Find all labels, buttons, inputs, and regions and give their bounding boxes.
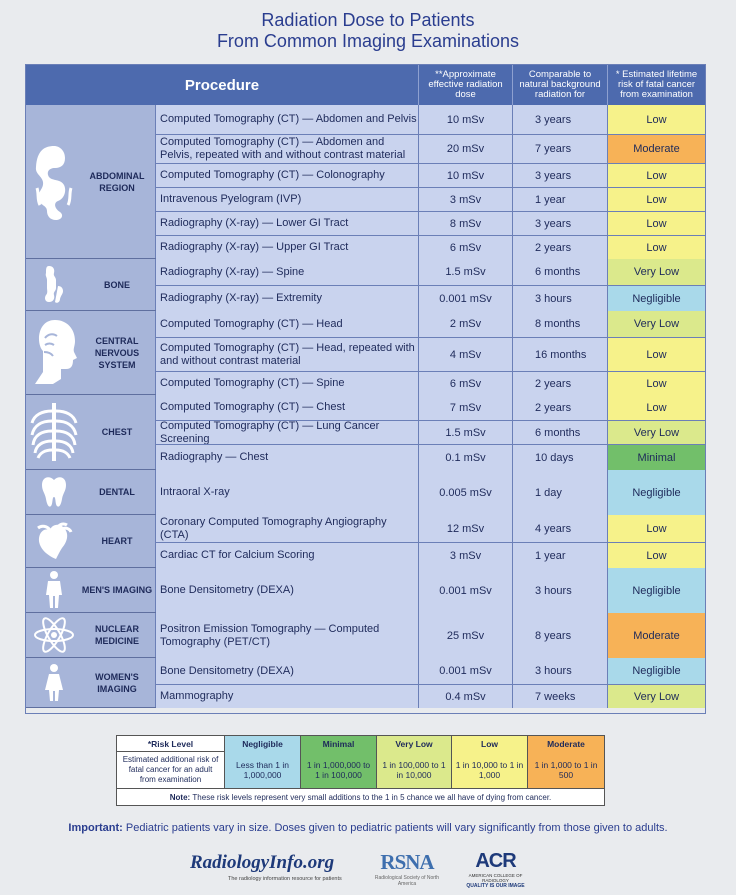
dose-cell: 6 mSv — [419, 372, 513, 395]
procedure-cell: Bone Densitometry (DEXA) — [156, 568, 419, 613]
procedure-cell: Intraoral X-ray — [156, 470, 419, 515]
legend-note-label: Note: — [169, 792, 191, 802]
table-row — [156, 134, 705, 163]
dose-cell: 25 mSv — [419, 613, 513, 658]
table-row — [156, 311, 705, 337]
comparable-cell: 3 hours — [513, 658, 608, 684]
category-cell — [26, 658, 156, 707]
comparable-cell: 3 hours — [513, 286, 608, 311]
procedure-cell: Coronary Computed Tomography Angiography (CTA) — [156, 515, 419, 542]
important-label: Important: — [68, 822, 123, 834]
procedure-cell: Bone Densitometry (DEXA) — [156, 658, 419, 684]
risk-cell: Very Low — [608, 259, 705, 285]
table-row — [156, 613, 705, 658]
table-group — [26, 395, 705, 470]
important-note — [0, 822, 736, 834]
procedure-cell: Cardiac CT for Calcium Scoring — [156, 543, 419, 568]
risk-cell: Very Low — [608, 421, 705, 444]
important-text: Pediatric patients vary in size. Doses given to pediatric patients will vary significantly from those given to adults. — [125, 822, 668, 834]
category-label: WOMEN'S IMAGING — [95, 671, 139, 694]
dose-cell: 0.4 mSv — [419, 685, 513, 708]
category-cell — [26, 470, 156, 514]
legend-note — [117, 789, 604, 805]
table-group — [26, 311, 705, 395]
acr-wordmark: ACR — [475, 850, 516, 872]
comparable-cell: 7 weeks — [513, 685, 608, 708]
category-label: MEN'S IMAGING — [81, 585, 153, 595]
radiologyinfo-logo[interactable] — [190, 852, 342, 882]
risk-cell: Negligible — [608, 658, 705, 684]
header-comparable: Comparable to natural background radiation for — [513, 65, 608, 105]
procedure-cell: Radiography (X-ray) — Spine — [156, 259, 419, 285]
acr-subtitle: AMERICAN COLLEGE OF RADIOLOGY — [468, 873, 523, 883]
procedure-cell: Computed Tomography (CT) — Spine — [156, 372, 419, 395]
procedure-cell: Radiography (X-ray) — Upper GI Tract — [156, 236, 419, 259]
rsna-wordmark: RSNA — [380, 850, 434, 874]
risk-cell: Low — [608, 105, 705, 134]
procedure-cell: Radiography — Chest — [156, 445, 419, 470]
procedure-cell: Computed Tomography (CT) — Head — [156, 311, 419, 337]
table-row — [156, 395, 705, 420]
dose-table — [25, 64, 706, 714]
comparable-cell: 4 years — [513, 515, 608, 542]
category-cell — [26, 311, 156, 394]
category-cell — [26, 105, 156, 258]
comparable-cell: 7 years — [513, 135, 608, 163]
risk-cell: Minimal — [608, 445, 705, 470]
risk-cell: Moderate — [608, 135, 705, 163]
procedure-cell: Radiography (X-ray) — Extremity — [156, 286, 419, 311]
page-title — [0, 10, 736, 52]
procedure-cell: Computed Tomography (CT) — Head, repeated with and without contrast material — [156, 338, 419, 371]
dose-cell: 0.005 mSv — [419, 470, 513, 515]
atom-icon — [30, 613, 78, 657]
dose-cell: 0.001 mSv — [419, 286, 513, 311]
table-group — [26, 515, 705, 568]
comparable-cell: 8 months — [513, 311, 608, 337]
title-line-2: From Common Imaging Examinations — [216, 31, 520, 51]
category-label: BONE — [103, 279, 130, 290]
table-row — [156, 515, 705, 542]
comparable-cell: 2 years — [513, 372, 608, 395]
category-cell — [26, 259, 156, 310]
acr-tagline: QUALITY IS OUR IMAGE — [466, 883, 525, 889]
table-row — [156, 337, 705, 371]
category-cell — [26, 613, 156, 657]
dose-cell: 2 mSv — [419, 311, 513, 337]
risk-cell: Low — [608, 515, 705, 542]
legend-level-negligible: Negligible — [225, 736, 301, 751]
legend-header: *Risk Level — [117, 736, 225, 751]
comparable-cell: 8 years — [513, 613, 608, 658]
comparable-cell: 1 year — [513, 188, 608, 211]
table-row — [156, 684, 705, 708]
risk-legend — [116, 735, 605, 806]
risk-cell: Very Low — [608, 311, 705, 337]
radiologyinfo-wordmark: RadiologyInfo.org — [190, 852, 335, 873]
comparable-cell: 10 days — [513, 445, 608, 470]
header-dose: **Approximate effective radiation dose — [419, 65, 513, 105]
header-procedure: Procedure — [26, 65, 419, 105]
procedure-cell: Mammography — [156, 685, 419, 708]
procedure-cell: Radiography (X-ray) — Lower GI Tract — [156, 212, 419, 235]
comparable-cell: 2 years — [513, 395, 608, 420]
table-group — [26, 658, 705, 708]
legend-value-minimal: 1 in 1,000,000 to 1 in 100,000 — [301, 751, 377, 788]
table-row — [156, 187, 705, 211]
procedure-cell: Computed Tomography (CT) — Chest — [156, 395, 419, 420]
acr-logo[interactable] — [458, 850, 533, 889]
procedure-cell: Computed Tomography (CT) — Abdomen and Pelvis — [156, 105, 419, 134]
table-row — [156, 285, 705, 311]
dose-cell: 3 mSv — [419, 188, 513, 211]
comparable-cell: 6 months — [513, 421, 608, 444]
dose-cell: 12 mSv — [419, 515, 513, 542]
risk-cell: Low — [608, 236, 705, 259]
dose-cell: 10 mSv — [419, 164, 513, 187]
legend-level-moderate: Moderate — [528, 736, 604, 751]
legend-value-very-low: 1 in 100,000 to 1 in 10,000 — [377, 751, 452, 788]
category-cell — [26, 395, 156, 469]
legend-level-very-low: Very Low — [377, 736, 452, 751]
procedure-cell: Computed Tomography (CT) — Colonography — [156, 164, 419, 187]
bone-icon — [30, 259, 78, 310]
risk-cell: Low — [608, 188, 705, 211]
risk-cell: Low — [608, 543, 705, 568]
table-group — [26, 613, 705, 658]
man-icon — [30, 568, 78, 612]
procedure-cell: Computed Tomography (CT) — Lung Cancer Screening — [156, 421, 419, 444]
category-label: CENTRAL NERVOUS SYSTEM — [94, 335, 140, 370]
category-cell — [26, 568, 156, 612]
dose-cell: 4 mSv — [419, 338, 513, 371]
table-group — [26, 470, 705, 515]
risk-cell: Negligible — [608, 568, 705, 613]
tooth-icon — [30, 470, 78, 514]
dose-cell: 0.001 mSv — [419, 658, 513, 684]
table-row — [156, 371, 705, 395]
legend-note-text: These risk levels represent very small additions to the 1 in 5 chance we all have of dying from cancer. — [192, 792, 552, 802]
dose-cell: 0.001 mSv — [419, 568, 513, 613]
table-row — [156, 542, 705, 568]
risk-cell: Low — [608, 372, 705, 395]
abdomen-icon — [30, 105, 78, 258]
woman-icon — [30, 658, 78, 707]
dose-cell: 10 mSv — [419, 105, 513, 134]
table-row — [156, 235, 705, 259]
legend-level-low: Low — [452, 736, 528, 751]
risk-cell: Negligible — [608, 470, 705, 515]
table-row — [156, 568, 705, 613]
risk-cell: Low — [608, 212, 705, 235]
dose-cell: 3 mSv — [419, 543, 513, 568]
category-label: CHEST — [101, 427, 133, 437]
dose-cell: 7 mSv — [419, 395, 513, 420]
table-row — [156, 658, 705, 684]
legend-level-minimal: Minimal — [301, 736, 377, 751]
rsna-logo[interactable] — [372, 850, 442, 887]
comparable-cell: 3 years — [513, 212, 608, 235]
radiologyinfo-tagline: The radiology information resource for patients — [228, 876, 342, 882]
risk-cell: Very Low — [608, 685, 705, 708]
table-group — [26, 105, 705, 259]
dose-cell: 0.1 mSv — [419, 445, 513, 470]
category-label: ABDOMINAL REGION — [89, 170, 145, 193]
legend-value-moderate: 1 in 1,000 to 1 in 500 — [528, 751, 604, 788]
risk-cell: Low — [608, 164, 705, 187]
comparable-cell: 3 hours — [513, 568, 608, 613]
table-row — [156, 259, 705, 285]
header-risk: * Estimated lifetime risk of fatal cancer from examination — [608, 65, 705, 105]
category-label: DENTAL — [99, 487, 135, 497]
legend-row-label: Estimated additional risk of fatal cancer for an adult from examination — [117, 751, 225, 788]
comparable-cell: 16 months — [513, 338, 608, 371]
risk-cell: Low — [608, 338, 705, 371]
logo-bar — [0, 848, 736, 890]
table-row — [156, 105, 705, 134]
table-group — [26, 568, 705, 613]
risk-cell: Low — [608, 395, 705, 420]
category-label: HEART — [101, 536, 133, 546]
procedure-cell: Computed Tomography (CT) — Abdomen and Pelvis, repeated with and without contrast material — [156, 135, 419, 163]
dose-cell: 1.5 mSv — [419, 421, 513, 444]
legend-value-negligible: Less than 1 in 1,000,000 — [225, 751, 301, 788]
procedure-cell: Intravenous Pyelogram (IVP) — [156, 188, 419, 211]
risk-cell: Negligible — [608, 286, 705, 311]
comparable-cell: 3 years — [513, 105, 608, 134]
comparable-cell: 2 years — [513, 236, 608, 259]
dose-cell: 8 mSv — [419, 212, 513, 235]
risk-cell: Moderate — [608, 613, 705, 658]
dose-cell: 1.5 mSv — [419, 259, 513, 285]
legend-value-low: 1 in 10,000 to 1 in 1,000 — [452, 751, 528, 788]
rsna-subtitle: Radiological Society of North America — [374, 875, 440, 887]
comparable-cell: 6 months — [513, 259, 608, 285]
head-icon — [30, 311, 78, 394]
comparable-cell: 1 year — [513, 543, 608, 568]
category-label: NUCLEAR MEDICINE — [94, 624, 139, 646]
ribcage-icon — [30, 395, 78, 469]
table-group — [26, 259, 705, 311]
comparable-cell: 1 day — [513, 470, 608, 515]
table-row — [156, 444, 705, 470]
comparable-cell: 3 years — [513, 164, 608, 187]
table-row — [156, 163, 705, 187]
title-line-1: Radiation Dose to Patients — [261, 10, 475, 30]
table-row — [156, 470, 705, 515]
procedure-cell: Positron Emission Tomography — Computed Tomography (PET/CT) — [156, 613, 419, 658]
heart-icon — [30, 515, 78, 567]
dose-cell: 6 mSv — [419, 236, 513, 259]
dose-cell: 20 mSv — [419, 135, 513, 163]
category-cell — [26, 515, 156, 567]
table-row — [156, 420, 705, 444]
table-row — [156, 211, 705, 235]
